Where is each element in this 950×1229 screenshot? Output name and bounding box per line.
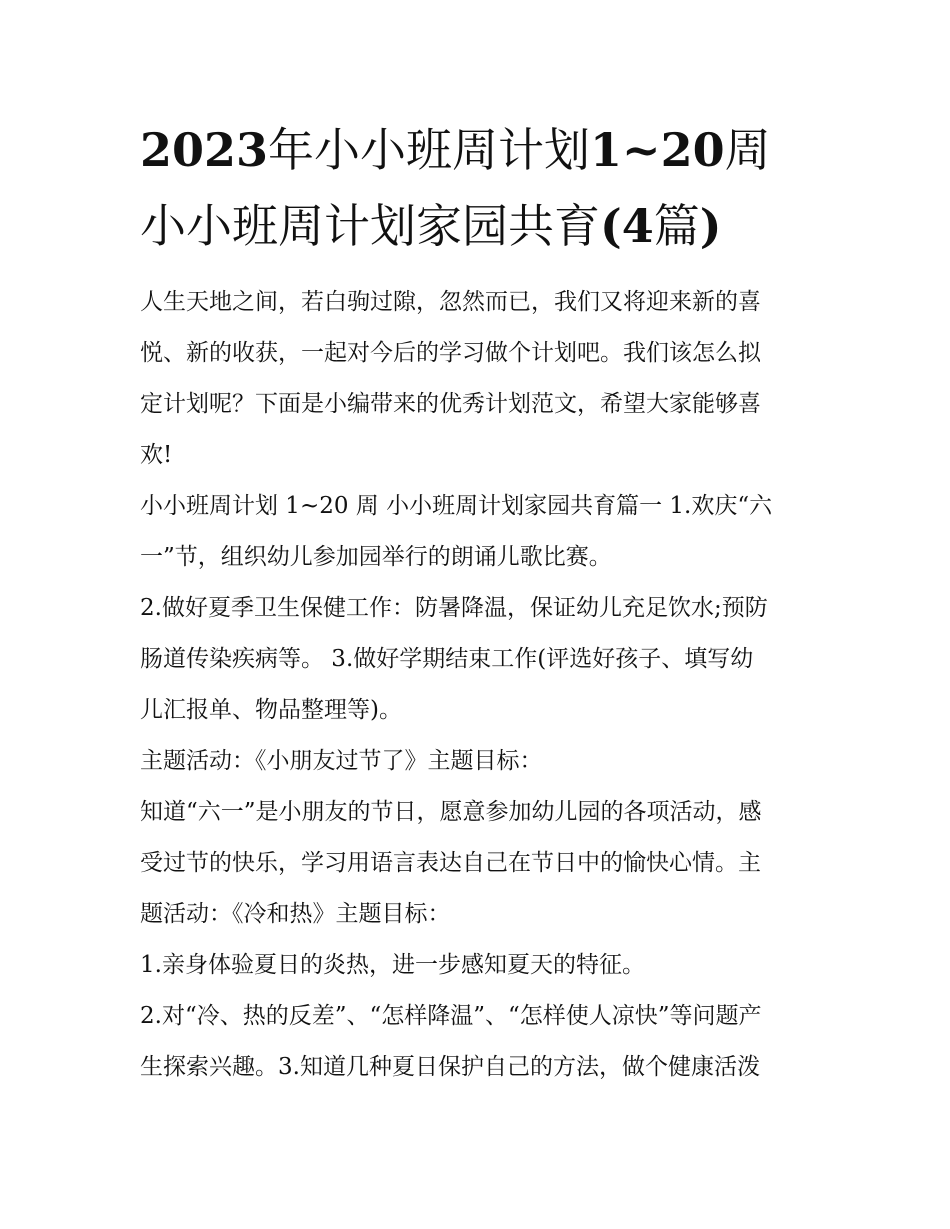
text-line: 小小班周计划 1~20 周 小小班周计划家园共育篇一 1.欢庆“六 — [140, 493, 773, 519]
document-title — [140, 112, 830, 264]
section-paragraph — [140, 481, 812, 583]
text-line: 生探索兴趣。3.知道几种夏日保护自己的方法，做个健康活泼 — [140, 1054, 760, 1080]
text-line: 定计划呢？下面是小编带来的优秀计划范文，希望大家能够喜 — [140, 391, 761, 417]
text-line: 肠道传染疾病等。 3.做好学期结束工作(评选好孩子、填写幼 — [140, 646, 754, 672]
text-line: 知道“六一”是小朋友的节日，愿意参加幼儿园的各项活动，感 — [140, 799, 762, 825]
text-line: 欢! — [140, 442, 173, 468]
title-line-1 — [140, 112, 830, 188]
text-line: 受过节的快乐，学习用语言表达自己在节日中的愉快心情。主 — [140, 850, 761, 876]
text-line: 题活动：《冷和热》主题目标： — [140, 901, 451, 927]
health-paragraph — [140, 583, 812, 736]
text-line: 2.对“冷、热的反差”、“怎样降温”、“怎样使人凉快”等问题产 — [140, 1003, 762, 1029]
text-line: 悦、新的收获，一起对今后的学习做个计划吧。我们该怎么拟 — [140, 340, 761, 366]
document-body — [140, 277, 812, 1093]
text-line: 1.亲身体验夏日的炎热，进一步感知夏天的特征。 — [140, 952, 645, 978]
title-text: 篇 — [653, 199, 700, 253]
intro-paragraph — [140, 277, 812, 481]
title-text: 周 — [724, 123, 771, 177]
text-line: 人生天地之间，若白驹过隙，忽然而已，我们又将迎来新的喜 — [140, 289, 761, 315]
item-paragraph — [140, 991, 812, 1093]
title-year: 2023 — [140, 123, 269, 177]
text-line: 儿汇报单、物品整理等)。 — [140, 697, 402, 723]
theme-paragraph — [140, 736, 812, 787]
title-text: 小小班周计划家园共育 — [140, 199, 600, 253]
title-text: 年小小班周计划 — [268, 123, 591, 177]
title-line-2 — [140, 188, 830, 264]
title-range: 1~20 — [590, 123, 725, 177]
item-paragraph — [140, 940, 812, 991]
title-paren: ) — [699, 199, 722, 253]
goal-paragraph — [140, 787, 812, 940]
title-count: (4 — [600, 199, 654, 253]
text-line: 2.做好夏季卫生保健工作：防暑降温，保证幼儿充足饮水;预防 — [140, 595, 768, 621]
text-line: 一”节，组织幼儿参加园举行的朗诵儿歌比赛。 — [140, 544, 612, 570]
text-line: 主题活动：《小朋友过节了》主题目标： — [140, 748, 543, 774]
